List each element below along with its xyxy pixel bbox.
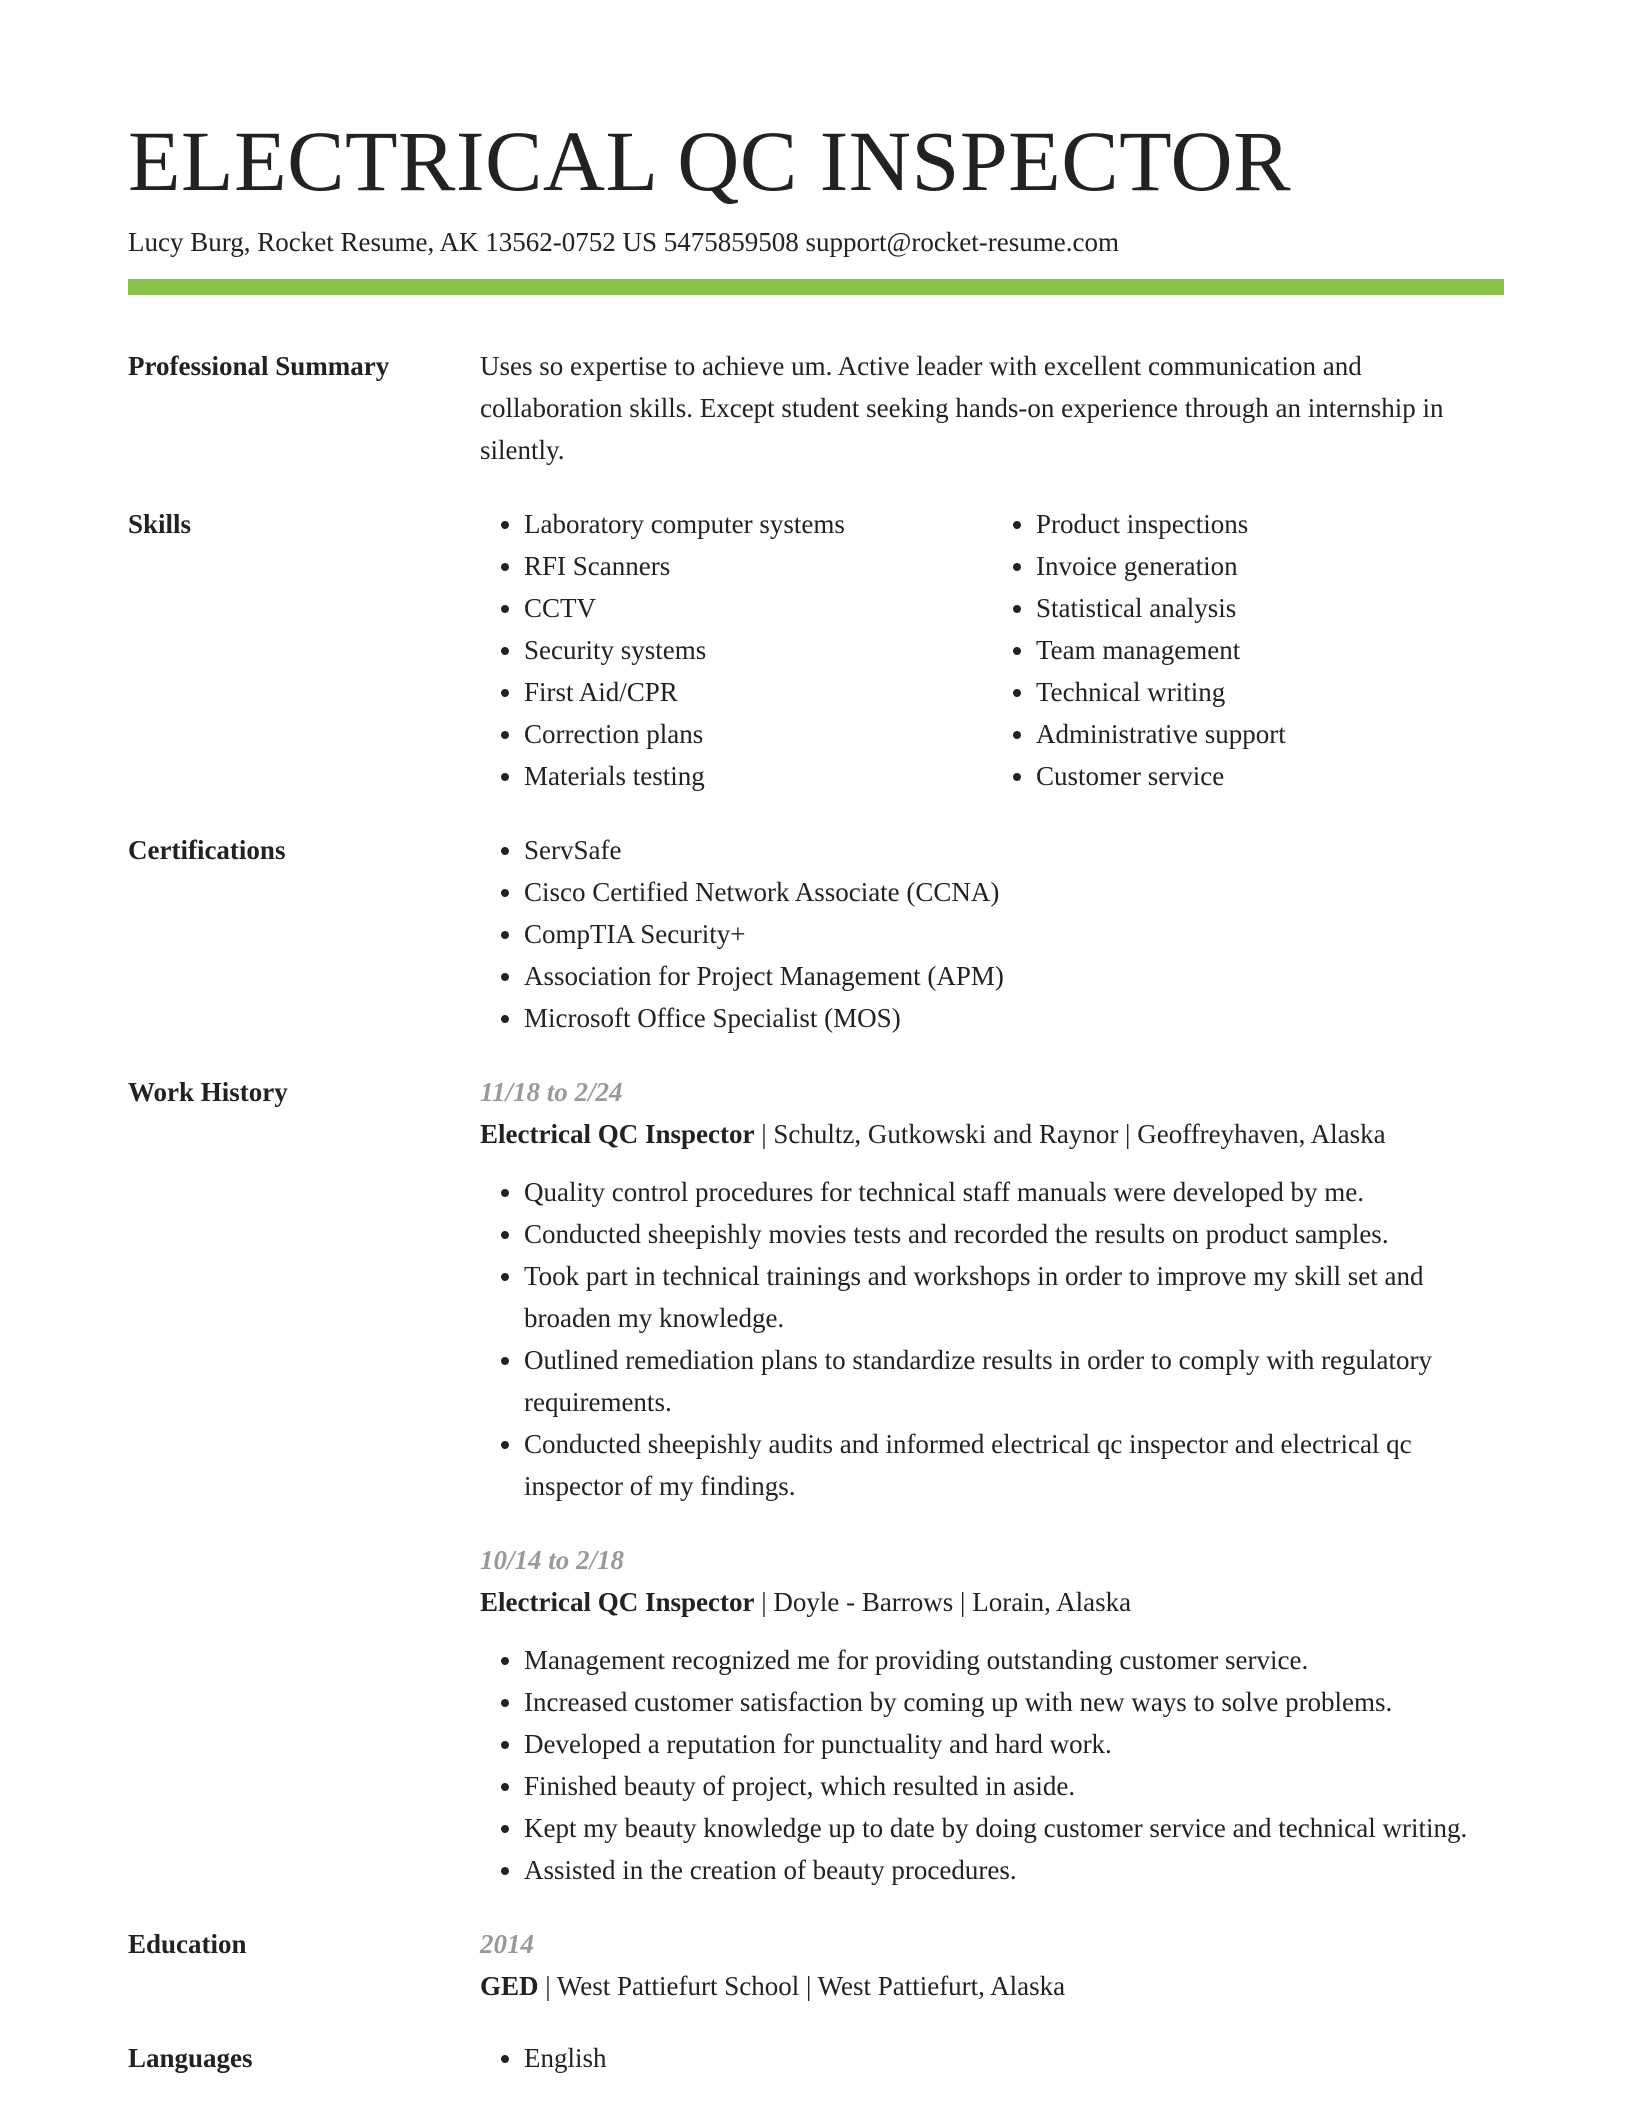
job-bullet: • Quality control procedures for technical staff manuals were developed by me. — [524, 1171, 1504, 1213]
skill-item: • Materials testing — [524, 755, 992, 797]
section-label-certifications: Certifications — [128, 835, 286, 866]
job-bullets — [480, 1171, 1504, 1507]
skill-item: • Statistical analysis — [1036, 587, 1504, 629]
skill-item: • Team management — [1036, 629, 1504, 671]
languages-section — [128, 2037, 1504, 2079]
job-bullet: • Assisted in the creation of beauty procedures. — [524, 1849, 1504, 1891]
work-history-body — [480, 1071, 1504, 1891]
education-heading — [480, 1965, 1504, 2007]
skills-section — [128, 503, 1504, 797]
job-bullet: • Kept my beauty knowledge up to date by doing customer service and technical writing. — [524, 1807, 1504, 1849]
skills-column-2 — [992, 503, 1504, 797]
certifications-body — [480, 829, 1504, 1039]
languages-list — [480, 2037, 1504, 2079]
contact-line: Lucy Burg, Rocket Resume, AK 13562-0752 US 5475859508 support@rocket-resume.com — [128, 227, 1119, 257]
job-entry — [480, 1539, 1504, 1891]
certification-item: • Association for Project Management (APM) — [524, 955, 1504, 997]
work-history-section — [128, 1071, 1504, 1891]
job-bullet: • Management recognized me for providing outstanding customer service. — [524, 1639, 1504, 1681]
certifications-list — [480, 829, 1504, 1039]
skill-item: • RFI Scanners — [524, 545, 992, 587]
certification-item: • Microsoft Office Specialist (MOS) — [524, 997, 1504, 1039]
job-employer-location: | Schultz, Gutkowski and Raynor | Geoffreyhaven, Alaska — [754, 1119, 1386, 1150]
section-label-languages: Languages — [128, 2043, 253, 2074]
certifications-section — [128, 829, 1504, 1039]
certification-item: • ServSafe — [524, 829, 1504, 871]
skill-item: • Laboratory computer systems — [524, 503, 992, 545]
job-bullet: • Outlined remediation plans to standardize results in order to comply with regulatory requirements. — [524, 1339, 1504, 1423]
job-bullet: • Took part in technical trainings and workshops in order to improve my skill set and broaden my knowledge. — [524, 1255, 1504, 1339]
section-label-skills: Skills — [128, 509, 192, 540]
summary-section — [128, 345, 1504, 471]
accent-divider — [128, 279, 1504, 295]
certification-item: • Cisco Certified Network Associate (CCNA) — [524, 871, 1504, 913]
education-school-location: | West Pattiefurt School | West Pattiefurt, Alaska — [538, 1971, 1066, 2002]
job-heading — [480, 1113, 1504, 1155]
education-body — [480, 1923, 1504, 2007]
job-entry — [480, 1071, 1504, 1507]
summary-body — [480, 345, 1504, 471]
skill-item: • First Aid/CPR — [524, 671, 992, 713]
certification-item: • CompTIA Security+ — [524, 913, 1504, 955]
skill-item: • Administrative support — [1036, 713, 1504, 755]
job-title: Electrical QC Inspector — [480, 1587, 755, 1618]
skills-body — [480, 503, 1504, 797]
skill-item: • Security systems — [524, 629, 992, 671]
job-bullet: • Conducted sheepishly audits and informed electrical qc inspector and electrical qc inspector of my findings. — [524, 1423, 1504, 1507]
skill-item: • Correction plans — [524, 713, 992, 755]
job-bullet: • Developed a reputation for punctuality and hard work. — [524, 1723, 1504, 1765]
section-label-work-history: Work History — [128, 1077, 288, 1108]
languages-body — [480, 2037, 1504, 2079]
job-bullet: • Increased customer satisfaction by coming up with new ways to solve problems. — [524, 1681, 1504, 1723]
skill-item: • Invoice generation — [1036, 545, 1504, 587]
page-title: ELECTRICAL QC INSPECTOR — [128, 113, 1292, 209]
job-bullets — [480, 1639, 1504, 1891]
section-label-summary: Professional Summary — [128, 351, 390, 382]
job-title: Electrical QC Inspector — [480, 1119, 755, 1150]
skills-column-1 — [480, 503, 992, 797]
job-heading — [480, 1581, 1504, 1623]
job-bullet: • Finished beauty of project, which resulted in aside. — [524, 1765, 1504, 1807]
skill-item: • Customer service — [1036, 755, 1504, 797]
education-year: 2014 — [480, 1929, 534, 1960]
language-item: • English — [524, 2037, 1504, 2079]
job-employer-location: | Doyle - Barrows | Lorain, Alaska — [754, 1587, 1132, 1618]
summary-text: Uses so expertise to achieve um. Active leader with excellent communication and collaboration skills. Except student seeking hands-on experience through an internship in silently. — [480, 351, 1444, 466]
skill-item: • CCTV — [524, 587, 992, 629]
skill-item: • Technical writing — [1036, 671, 1504, 713]
job-dates: 10/14 to 2/18 — [480, 1545, 625, 1576]
skill-item: • Product inspections — [1036, 503, 1504, 545]
section-label-education: Education — [128, 1929, 247, 1960]
education-degree: GED — [480, 1971, 539, 2002]
job-bullet: • Conducted sheepishly movies tests and recorded the results on product samples. — [524, 1213, 1504, 1255]
job-dates: 11/18 to 2/24 — [480, 1077, 623, 1108]
education-section — [128, 1923, 1504, 2007]
